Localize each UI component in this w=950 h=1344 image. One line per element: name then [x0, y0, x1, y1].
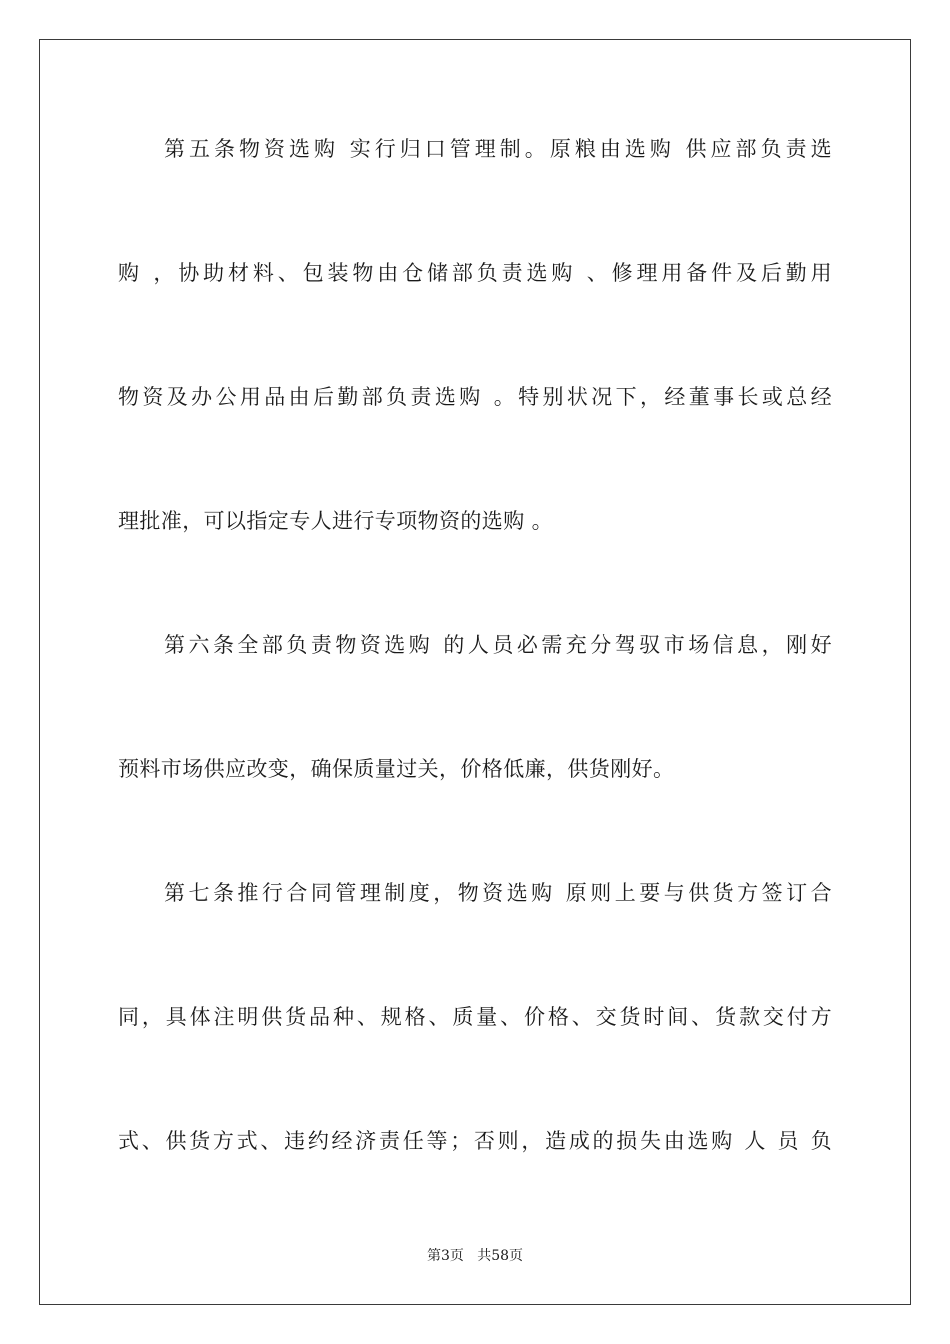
text-line-6: 预料市场供应改变，确保质量过关，价格低廉，供货刚好。 — [118, 757, 675, 781]
text-line-8: 同，具体注明供货品种、规格、质量、价格、交货时间、货款交付方 — [118, 1005, 832, 1029]
footer-total-suffix: 页 — [509, 1248, 524, 1264]
footer-total-pages: 58 — [491, 1248, 510, 1264]
footer-page-number: 3 — [440, 1248, 450, 1264]
page-border — [39, 39, 911, 1305]
text-line-1: 第五条物资选购 实行归口管理制。原粮由选购 供应部负责选 — [164, 137, 832, 161]
page-footer — [0, 1246, 950, 1266]
footer-page-prefix: 第 — [426, 1248, 441, 1264]
text-line-9: 式、供货方式、违约经济责任等；否则，造成的损失由选购 人 员 负 — [118, 1129, 832, 1153]
footer-total-prefix: 共 — [477, 1248, 492, 1264]
text-line-3: 物资及办公用品由后勤部负责选购 。特别状况下，经董事长或总经 — [118, 385, 832, 409]
footer-page-suffix: 页 — [449, 1248, 464, 1264]
text-line-4: 理批准，可以指定专人进行专项物资的选购 。 — [118, 509, 554, 533]
text-line-5: 第六条全部负责物资选购 的人员必需充分驾驭市场信息，刚好 — [164, 633, 832, 657]
text-line-7: 第七条推行合同管理制度，物资选购 原则上要与供货方签订合 — [164, 881, 832, 905]
text-line-2: 购 ，协助材料、包装物由仓储部负责选购 、修理用备件及后勤用 — [118, 261, 832, 285]
